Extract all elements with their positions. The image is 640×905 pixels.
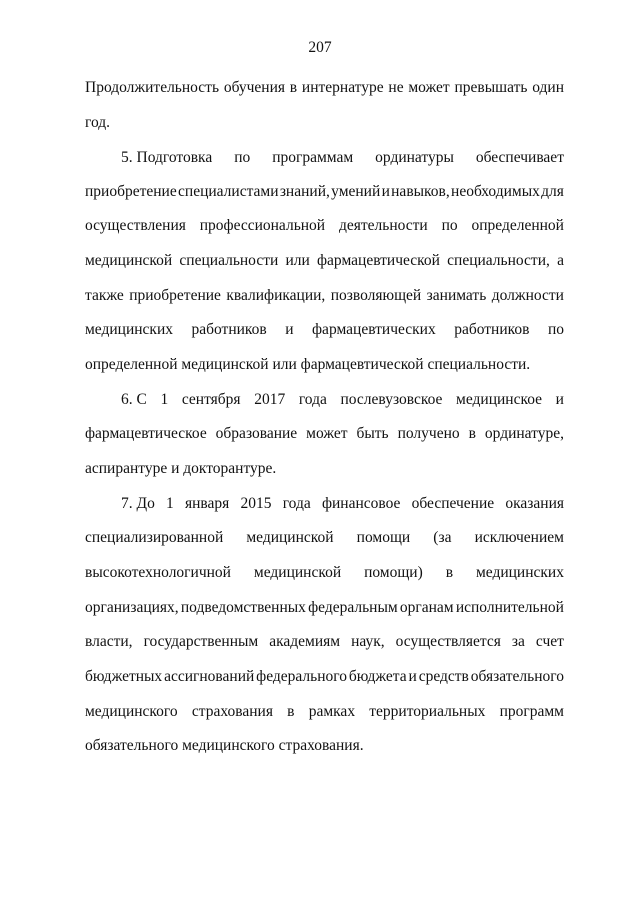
word: помощи) (364, 564, 423, 581)
text-line-last: определенной медицинской или фармацевтической специальности. (85, 356, 531, 373)
word: медицинской (253, 564, 342, 581)
word: ассигнований (164, 668, 255, 685)
word: фармацевтических (312, 321, 436, 338)
word: обеспечение (411, 495, 495, 512)
text-line (85, 320, 564, 340)
word: медицинской (246, 529, 334, 546)
word: помощи (356, 529, 411, 546)
word: 5. Подготовка (121, 149, 213, 166)
text-line (85, 182, 564, 202)
word: один (532, 79, 564, 96)
word: федерального (256, 668, 347, 685)
word: 1 (166, 495, 174, 512)
word: квалификации, (226, 287, 326, 304)
word: приобретение (129, 287, 221, 304)
word: фармацевтической (317, 252, 440, 269)
word: территориальных (369, 703, 486, 720)
word: в (289, 79, 298, 96)
word: за (511, 633, 525, 650)
word: работников (454, 321, 530, 338)
word: в (287, 703, 295, 720)
word: и (408, 668, 417, 685)
word: профессиональной (199, 217, 326, 234)
paragraph-5-first-line (121, 148, 564, 168)
word: счет (535, 633, 564, 650)
word: деятельности (338, 217, 428, 234)
word: превышать (454, 79, 528, 96)
word: ординатуры (375, 149, 454, 166)
paragraph-7-first-line (121, 494, 564, 514)
word: также (85, 287, 124, 304)
word: программам (272, 149, 354, 166)
word: приобретение (85, 183, 177, 200)
text-line (85, 528, 564, 548)
text-line-last: обязательного медицинского страхования. (85, 737, 364, 754)
word: по (441, 217, 458, 234)
word: знаний, (279, 183, 330, 200)
text-line-last: аспирантуре и докторантуре. (85, 460, 277, 477)
word: года (298, 391, 327, 408)
word: необходимых (451, 183, 540, 200)
word: или (285, 252, 310, 269)
word: высокотехнологичной (85, 564, 231, 581)
word: исключением (474, 529, 564, 546)
word: работников (191, 321, 267, 338)
text-line (85, 78, 564, 98)
word: федеральным (308, 599, 398, 616)
text-line (85, 667, 564, 687)
word: организациях, (85, 599, 179, 616)
word: для (541, 183, 564, 200)
word: интернатуре (301, 79, 384, 96)
word: академиям (269, 633, 341, 650)
word: исполнительной (455, 599, 564, 616)
word: обеспечивает (475, 149, 564, 166)
word: 7. До (121, 495, 155, 512)
text-line (85, 251, 564, 271)
word: обучения (223, 79, 286, 96)
word: года (282, 495, 311, 512)
word: января (184, 495, 230, 512)
word: специалистами (178, 183, 279, 200)
word: не (388, 79, 404, 96)
page-number: 207 (308, 39, 332, 56)
word: фармацевтическое (85, 425, 207, 442)
word: специальности (179, 252, 279, 269)
text-line (85, 632, 564, 652)
word: программ (499, 703, 564, 720)
word: 1 (160, 391, 169, 408)
word: и (381, 183, 390, 200)
word: обязательного (470, 668, 564, 685)
text-line (85, 598, 564, 618)
word: власти, (85, 633, 133, 650)
word: получено (397, 425, 460, 442)
word: умений (331, 183, 381, 200)
word: осуществляется (395, 633, 501, 650)
paragraph-6-first-line (121, 390, 564, 410)
word: 6. С (121, 391, 147, 408)
word: навыков, (391, 183, 450, 200)
word: определенной (471, 217, 564, 234)
word: рамках (308, 703, 356, 720)
word: финансовое (321, 495, 401, 512)
word: медицинское (456, 391, 543, 408)
word: и (555, 391, 564, 408)
word: медицинских (475, 564, 564, 581)
word: оказания (505, 495, 564, 512)
word: государственным (143, 633, 259, 650)
word: и (285, 321, 294, 338)
text-line (85, 702, 564, 722)
word: наук, (351, 633, 385, 650)
word: позволяющей (330, 287, 422, 304)
word: специальности, (447, 252, 550, 269)
word: бюджетных (85, 668, 163, 685)
word: специализированной (85, 529, 224, 546)
text-line-last: год. (85, 114, 111, 131)
word: быть (356, 425, 389, 442)
word: страхования (191, 703, 273, 720)
word: медицинской (85, 252, 173, 269)
word: подведомственных (180, 599, 306, 616)
word: может (306, 425, 348, 442)
word: ординатуре, (484, 425, 564, 442)
word: медицинских (85, 321, 174, 338)
word: а (557, 252, 564, 269)
word: может (408, 79, 450, 96)
word: в (445, 564, 454, 581)
word: сентября (181, 391, 241, 408)
word: 2015 (240, 495, 272, 512)
word: бюджета (348, 668, 407, 685)
word: органам (399, 599, 454, 616)
word: по (547, 321, 564, 338)
word: 2017 (254, 391, 286, 408)
text-line (85, 424, 564, 444)
word: должности (491, 287, 564, 304)
word: Продолжительность (85, 79, 220, 96)
word: осуществления (85, 217, 186, 234)
text-line (85, 216, 564, 236)
word: медицинского (85, 703, 178, 720)
word: занимать (426, 287, 487, 304)
word: образование (215, 425, 298, 442)
word: по (234, 149, 251, 166)
text-line (85, 286, 564, 306)
word: в (468, 425, 476, 442)
word: послевузовское (340, 391, 443, 408)
word: (за (433, 529, 452, 546)
text-line (85, 563, 564, 583)
word: средств (418, 668, 469, 685)
